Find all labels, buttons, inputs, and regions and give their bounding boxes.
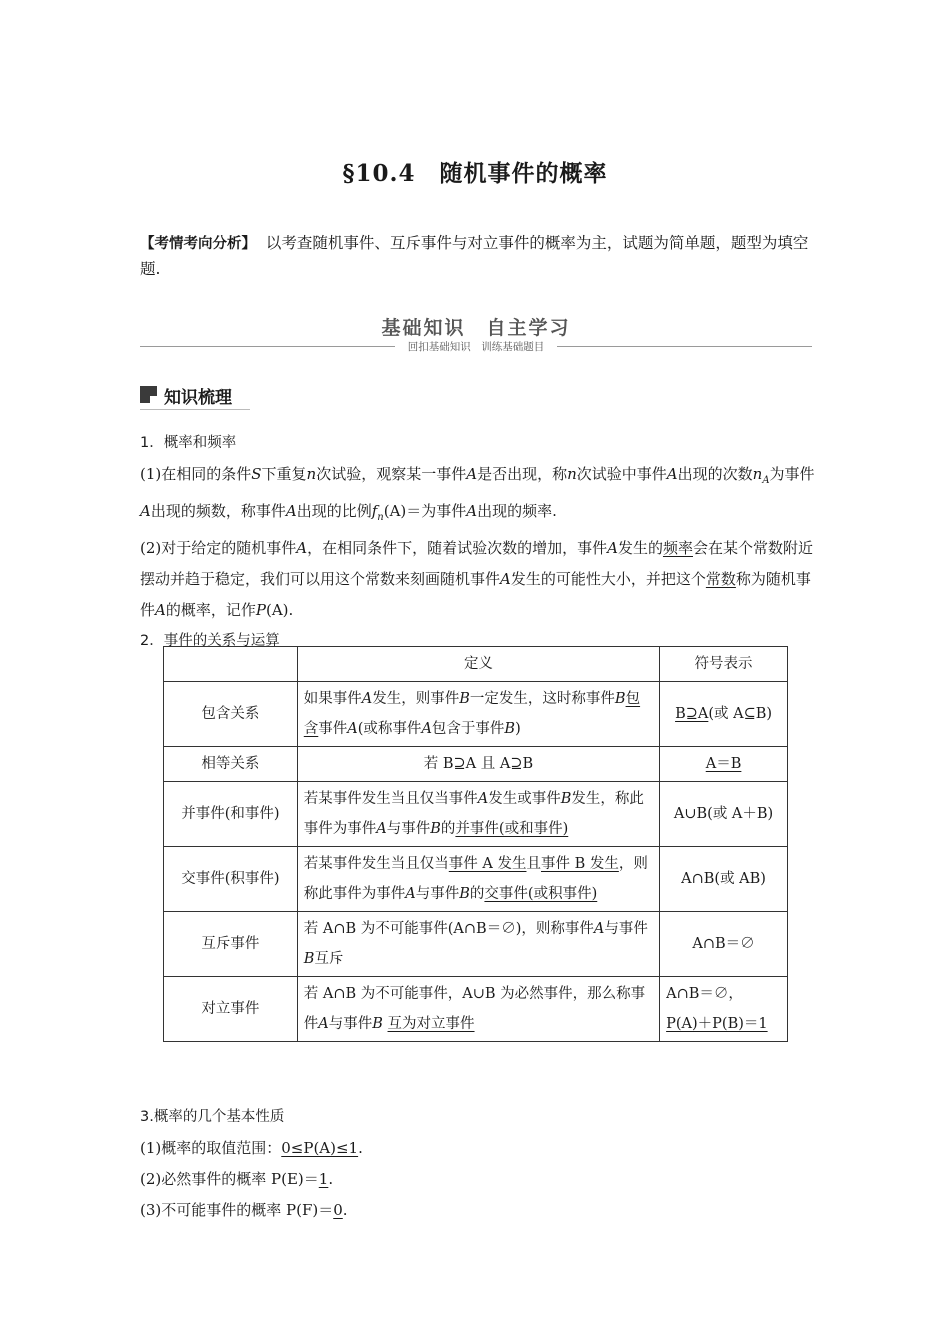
header-definition: 定义 [297, 647, 659, 682]
table-row [164, 682, 788, 747]
table-row [164, 977, 788, 1042]
row-symbol: A∩B(或 AB) [660, 847, 788, 912]
item1-para1: (1)在相同的条件S下重复n次试验，观察某一事件A是否出现，称n次试验中事件A出现的次数$n_A$为事件A出现的频数，称事件A出现的比例$f_n(A)=$为事件A出现的频率. [140, 465, 815, 523]
item3-line2: (2)必然事件的概率 P(E)＝1. [140, 1170, 334, 1188]
row-definition: 若某事件发生当且仅当事件 A 发生且事件 B 发生，则称此事件为事件A与事件B的交事件(或积事件) [297, 847, 659, 912]
item3-block [140, 1102, 815, 1226]
item3-line3: (3)不可能事件的概率 P(F)＝0. [140, 1201, 348, 1219]
row-definition: 若 A∩B 为不可能事件，A∪B 为必然事件，那么称事件A与事件B 互为对立事件 [297, 977, 659, 1042]
section-banner [140, 313, 812, 357]
row-symbol: A∩B＝∅， P(A)＋P(B)＝1 [660, 977, 788, 1042]
row-name: 包含关系 [164, 682, 298, 747]
item1-heading: 1．概率和频率 [140, 435, 237, 451]
relations-table [163, 646, 788, 1042]
banner-subtitle: 回扣基础知识 训练基础题目 [407, 341, 545, 353]
table-header-row [164, 647, 788, 682]
item1-block [140, 428, 815, 657]
section-square-icon [140, 386, 157, 403]
row-name: 对立事件 [164, 977, 298, 1042]
item2-heading: 2．事件的关系与运算 [140, 633, 280, 649]
row-name: 并事件(和事件) [164, 782, 298, 847]
row-definition: 如果事件A发生，则事件B一定发生，这时称事件B包含事件A(或称事件A包含于事件B) [297, 682, 659, 747]
header-empty [164, 647, 298, 682]
row-definition: 若 A∩B 为不可能事件(A∩B＝∅)，则称事件A与事件B互斥 [297, 912, 659, 977]
header-symbol: 符号表示 [660, 647, 788, 682]
row-name: 互斥事件 [164, 912, 298, 977]
analysis-tag: 【考情考向分析】 [140, 236, 256, 252]
table-row [164, 912, 788, 977]
banner-title: 基础知识 自主学习 [381, 317, 571, 339]
item3-heading: 3.概率的几个基本性质 [140, 1109, 285, 1125]
table-row [164, 747, 788, 782]
row-symbol: A∩B＝∅ [660, 912, 788, 977]
row-name: 交事件(积事件) [164, 847, 298, 912]
row-symbol: A＝B [660, 747, 788, 782]
item3-line1: (1)概率的取值范围：0≤P(A)≤1. [140, 1139, 363, 1157]
page-title: §10.4 随机事件的概率 [342, 160, 608, 187]
exam-analysis [140, 231, 812, 282]
section-label: 知识梳理 [164, 388, 232, 408]
item1-para2: (2)对于给定的随机事件A，在相同条件下，随着试验次数的增加，事件A发生的频率会在某个常数附近摆动并趋于稳定，我们可以用这个常数来刻画随机事件A发生的可能性大小，并把这个常数称为随机事件A的概率，记作P(A). [140, 539, 813, 619]
section-heading [140, 383, 250, 410]
row-definition: 若 B⊇A 且 A⊇B [297, 747, 659, 782]
row-definition: 若某事件发生当且仅当事件A发生或事件B发生，称此事件为事件A与事件B的并事件(或和事件) [297, 782, 659, 847]
row-symbol: A∪B(或 A＋B) [660, 782, 788, 847]
row-symbol: B⊇A(或 A⊆B) [660, 682, 788, 747]
table-row [164, 847, 788, 912]
table-row [164, 782, 788, 847]
row-name: 相等关系 [164, 747, 298, 782]
analysis-text: 以考查随机事件、互斥事件与对立事件的概率为主，试题为简单题，题型为填空题. [140, 234, 809, 278]
